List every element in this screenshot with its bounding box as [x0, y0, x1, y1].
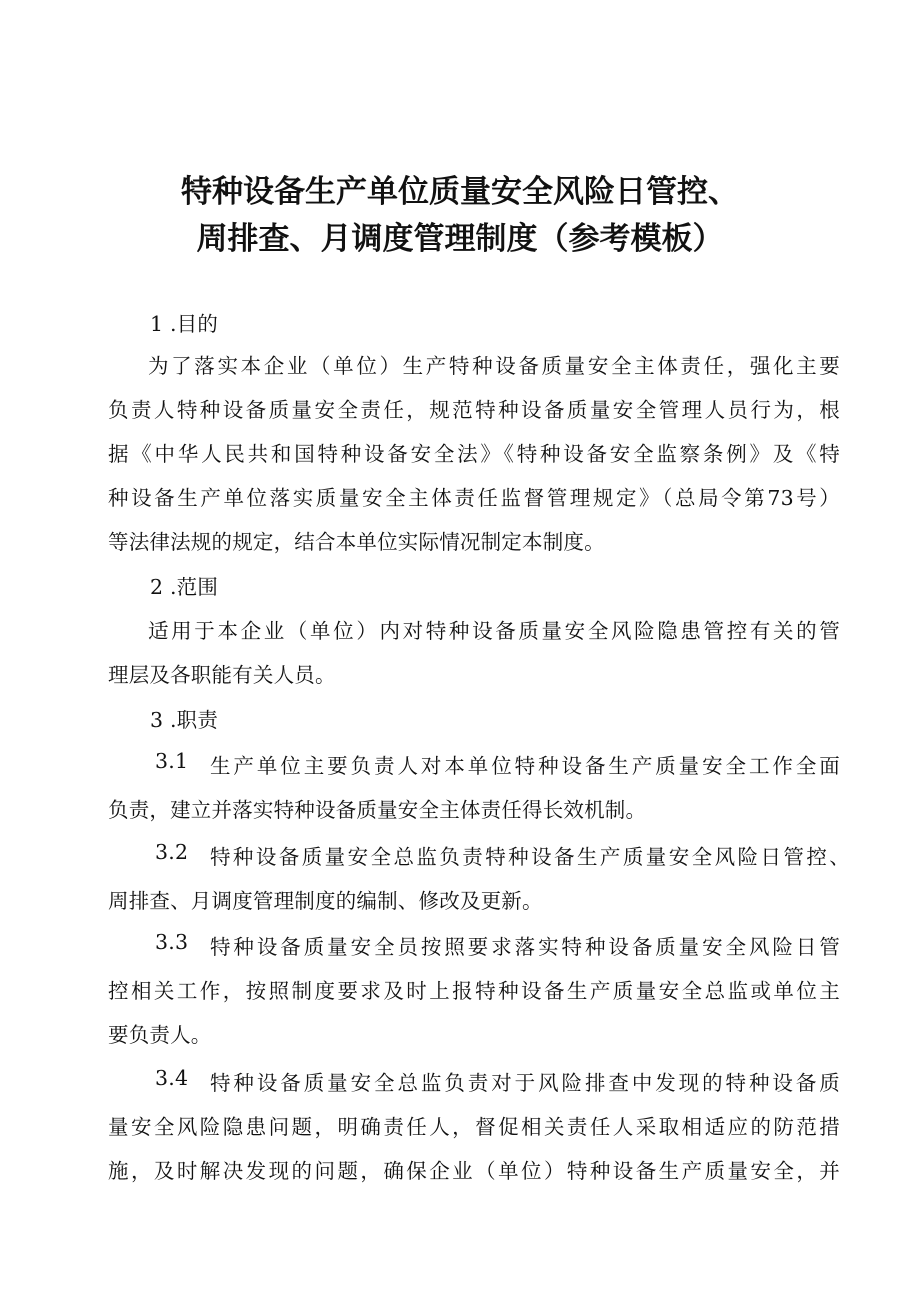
section-heading-responsibilities: 3 .职责 [150, 708, 219, 732]
paragraph-line: 据《中华人民共和国特种设备安全法》《特种设备安全监察条例》及《特 [108, 442, 840, 466]
clause-number: 3.2 [155, 840, 189, 864]
clause-number: 3.4 [155, 1066, 189, 1090]
clause-number: 3.3 [155, 930, 189, 954]
clause-line: 负责，建立并落实特种设备质量安全主体责任得长效机制。 [108, 798, 647, 822]
clause-line: 特种设备质量安全员按照要求落实特种设备质量安全风险日管 [210, 935, 840, 959]
paragraph-line: 等法律法规的规定，结合本单位实际情况制定本制度。 [108, 530, 605, 554]
document-title-line-1: 特种设备生产单位质量安全风险日管控、 [181, 174, 739, 210]
clause-line: 要负责人。 [108, 1023, 212, 1047]
paragraph-line: 为了落实本企业（单位）生产特种设备质量安全主体责任，强化主要 [148, 354, 840, 378]
clause-line: 特种设备质量安全总监负责特种设备生产质量安全风险日管控、 [210, 845, 850, 869]
section-heading-scope: 2 .范围 [150, 575, 219, 599]
paragraph-line: 负责人特种设备质量安全责任，规范特种设备质量安全管理人员行为，根 [108, 398, 840, 422]
clause-line: 控相关工作，按照制度要求及时上报特种设备生产质量安全总监或单位主 [108, 979, 840, 1003]
paragraph-line: 适用于本企业（单位）内对特种设备质量安全风险隐患管控有关的管 [148, 619, 840, 643]
clause-line: 生产单位主要负责人对本单位特种设备生产质量安全工作全面 [210, 754, 840, 778]
document-title-line-2: 周排查、月调度管理制度（参考模板） [196, 221, 724, 257]
clause-line: 量安全风险隐患问题，明确责任人，督促相关责任人采取相适应的防范措 [108, 1115, 840, 1139]
clause-line: 周排查、月调度管理制度的编制、修改及更新。 [108, 889, 543, 913]
clause-number: 3.1 [155, 749, 189, 773]
paragraph-line: 种设备生产单位落实质量安全主体责任监督管理规定》（总局令第73号） [108, 486, 840, 510]
clause-line: 特种设备质量安全总监负责对于风险排查中发现的特种设备质 [210, 1071, 840, 1095]
section-heading-purpose: 1 .目的 [150, 312, 219, 336]
clause-line: 施，及时解决发现的问题，确保企业（单位）特种设备生产质量安全，并 [108, 1159, 840, 1183]
paragraph-line: 理层及各职能有关人员。 [108, 663, 336, 687]
